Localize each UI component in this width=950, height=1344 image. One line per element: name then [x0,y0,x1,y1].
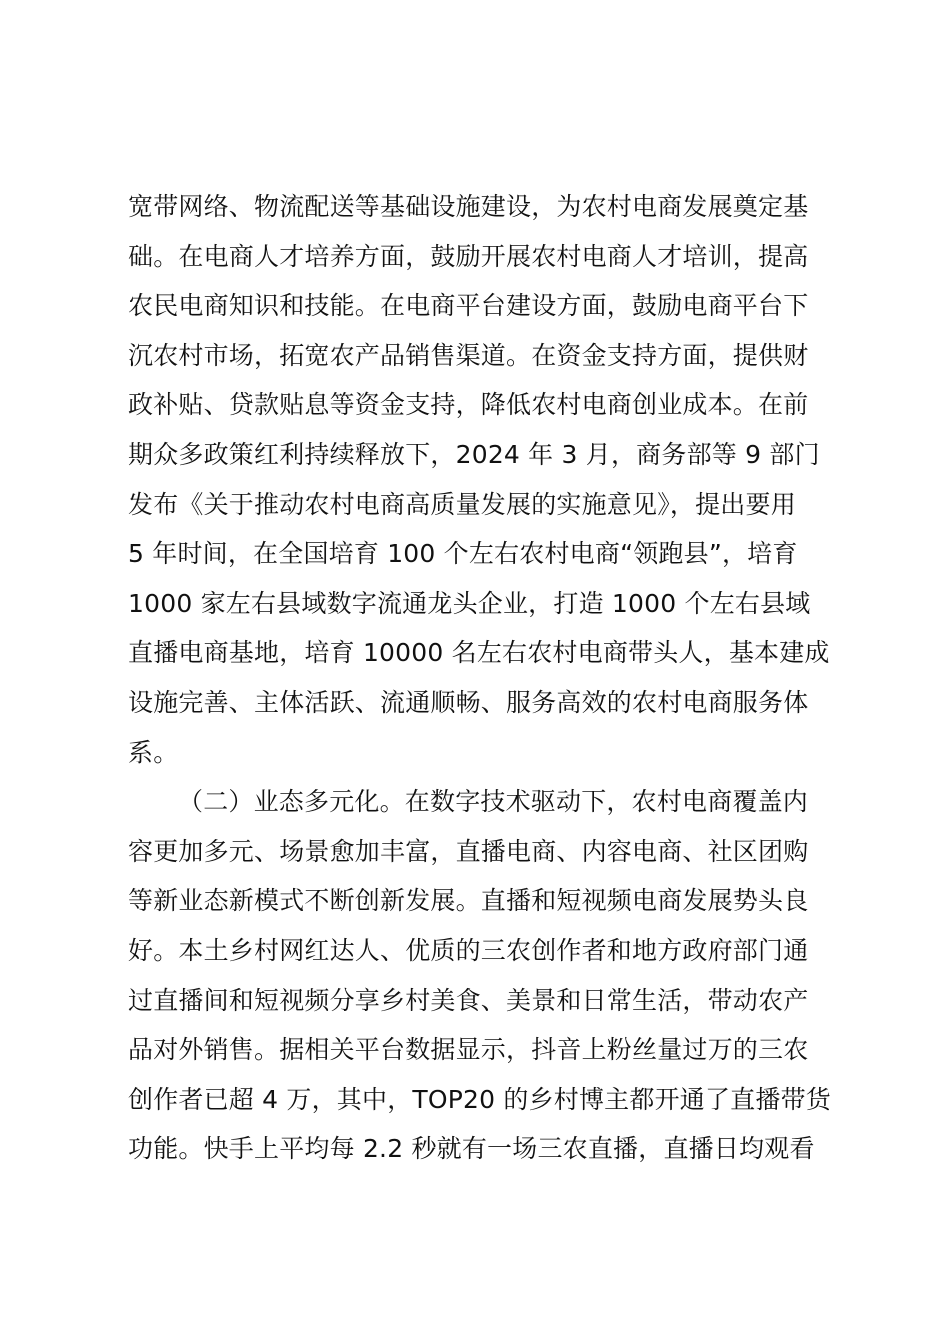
text-line: 过直播间和短视频分享乡村美食、美景和日常生活，带动农产 [128,985,809,1015]
text-line: 发布《关于推动农村电商高质量发展的实施意见》，提出要用 [128,489,796,519]
text-line: 容更加多元、场景愈加丰富，直播电商、内容电商、社区团购 [128,836,809,866]
text-line: 沉农村市场，拓宽农产品销售渠道。在资金支持方面，提供财 [128,340,809,370]
text-line: 1000 家左右县域数字流通龙头企业，打造 1000 个左右县域 [128,588,811,618]
text-line: 系。 [128,737,179,767]
body-text [128,182,840,1174]
text-line: 品对外销售。据相关平台数据显示，抖音上粉丝量过万的三农 [128,1035,809,1065]
text-line: 础。在电商人才培养方面，鼓励开展农村电商人才培训，提高 [128,241,809,271]
text-line: 农民电商知识和技能。在电商平台建设方面，鼓励电商平台下 [128,291,809,321]
text-line: 好。本土乡村网红达人、优质的三农创作者和地方政府部门通 [128,935,809,965]
text-line: 政补贴、贷款贴息等资金支持，降低农村电商创业成本。在前 [128,390,809,420]
text-line: 等新业态新模式不断创新发展。直播和短视频电商发展势头良 [128,886,809,916]
section-heading-line: （二）业态多元化。在数字技术驱动下，农村电商覆盖内 [178,787,809,817]
text-line: 期众多政策红利持续释放下，2024 年 3 月，商务部等 9 部门 [128,439,820,469]
text-line: 5 年时间，在全国培育 100 个左右农村电商“领跑县”，培育 [128,539,798,569]
text-line: 宽带网络、物流配送等基础设施建设，为农村电商发展奠定基 [128,192,809,221]
text-line: 直播电商基地，培育 10000 名左右农村电商带头人，基本建成 [128,638,830,668]
text-line: 设施完善、主体活跃、流通顺畅、服务高效的农村电商服务体 [128,687,809,717]
text-line: 功能。快手上平均每 2.2 秒就有一场三农直播，直播日均观看 [128,1134,815,1164]
text-line: 创作者已超 4 万，其中，TOP20 的乡村博主都开通了直播带货 [128,1084,831,1114]
